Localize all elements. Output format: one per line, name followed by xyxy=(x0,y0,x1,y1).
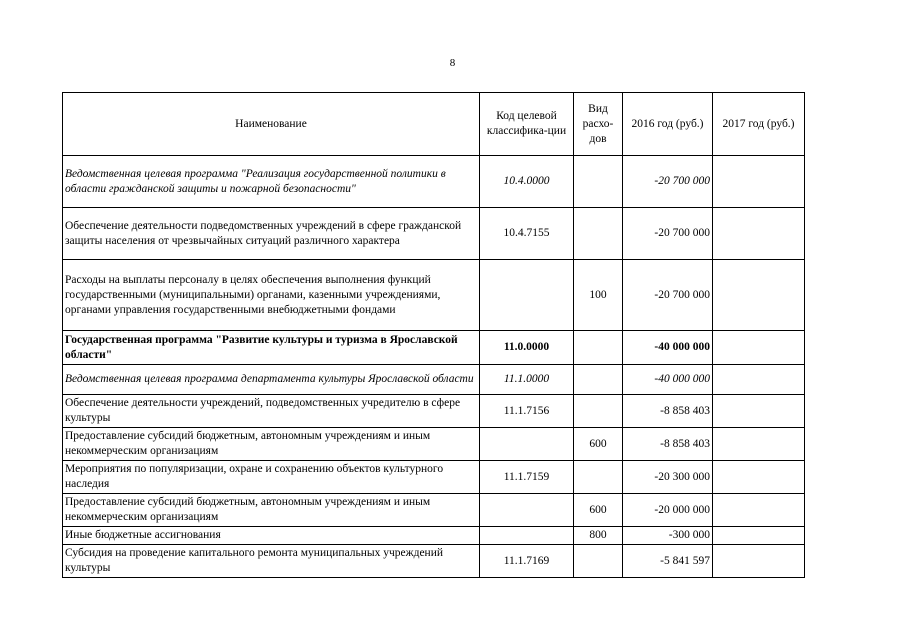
table-row xyxy=(63,260,805,331)
row-kind-cell xyxy=(574,156,623,208)
row-code-cell xyxy=(480,494,574,527)
row-kind-cell: 800 xyxy=(574,527,623,545)
page-number: 8 xyxy=(449,57,456,69)
row-code-cell: 11.0.0000 xyxy=(480,331,574,365)
row-name-cell: Субсидия на проведение капитального ремонта муниципальных учреждений культуры xyxy=(63,545,480,578)
row-code-cell xyxy=(480,527,574,545)
row-amount-2016-cell: -20 300 000 xyxy=(623,461,713,494)
row-amount-2017-cell xyxy=(713,260,805,331)
header-2016: 2016 год (руб.) xyxy=(623,93,713,156)
row-amount-2016-cell: -300 000 xyxy=(623,527,713,545)
row-amount-2016-cell: -20 700 000 xyxy=(623,260,713,331)
row-kind-cell: 600 xyxy=(574,494,623,527)
row-amount-2017-cell xyxy=(713,545,805,578)
header-row xyxy=(63,93,805,156)
row-kind-cell xyxy=(574,365,623,395)
row-amount-2016-cell: -20 700 000 xyxy=(623,156,713,208)
header-2017: 2017 год (руб.) xyxy=(713,93,805,156)
row-code-cell xyxy=(480,260,574,331)
row-kind-cell xyxy=(574,461,623,494)
row-amount-2017-cell xyxy=(713,527,805,545)
row-name-cell: Ведомственная целевая программа "Реализация государственной политики в области гражданской защиты и пожарной безопасности" xyxy=(63,156,480,208)
row-amount-2017-cell xyxy=(713,156,805,208)
row-kind-cell xyxy=(574,545,623,578)
row-name-cell: Обеспечение деятельности подведомственных учреждений в сфере гражданской защиты населения от чрезвычайных ситуаций различного характера xyxy=(63,208,480,260)
budget-table xyxy=(62,92,805,578)
row-amount-2017-cell xyxy=(713,365,805,395)
table-row xyxy=(63,208,805,260)
row-code-cell: 11.1.0000 xyxy=(480,365,574,395)
row-code-cell: 11.1.7169 xyxy=(480,545,574,578)
row-amount-2016-cell: -40 000 000 xyxy=(623,365,713,395)
table-row xyxy=(63,395,805,428)
row-name-cell: Мероприятия по популяризации, охране и сохранению объектов культурного наследия xyxy=(63,461,480,494)
row-name-cell: Расходы на выплаты персоналу в целях обеспечения выполнения функций государственными (муниципальными) органами, казенными учреждениями, органами управления государственными внебюджетными фондами xyxy=(63,260,480,331)
row-amount-2016-cell: -8 858 403 xyxy=(623,428,713,461)
row-amount-2016-cell: -20 000 000 xyxy=(623,494,713,527)
table-row xyxy=(63,428,805,461)
row-kind-cell: 100 xyxy=(574,260,623,331)
row-amount-2017-cell xyxy=(713,494,805,527)
row-amount-2017-cell xyxy=(713,428,805,461)
row-amount-2016-cell: -5 841 597 xyxy=(623,545,713,578)
row-name-cell: Ведомственная целевая программа департамента культуры Ярославской области xyxy=(63,365,480,395)
row-kind-cell: 600 xyxy=(574,428,623,461)
row-code-cell: 11.1.7156 xyxy=(480,395,574,428)
row-name-cell: Иные бюджетные ассигнования xyxy=(63,527,480,545)
header-kind: Вид расхо-дов xyxy=(574,93,623,156)
row-name-cell: Предоставление субсидий бюджетным, автономным учреждениям и иным некоммерческим организациям xyxy=(63,494,480,527)
row-amount-2016-cell: -20 700 000 xyxy=(623,208,713,260)
row-amount-2016-cell: -8 858 403 xyxy=(623,395,713,428)
row-amount-2017-cell xyxy=(713,208,805,260)
row-amount-2017-cell xyxy=(713,331,805,365)
row-amount-2017-cell xyxy=(713,461,805,494)
header-name: Наименование xyxy=(63,93,480,156)
table-row xyxy=(63,494,805,527)
row-kind-cell xyxy=(574,208,623,260)
row-kind-cell xyxy=(574,331,623,365)
table-row xyxy=(63,527,805,545)
row-amount-2016-cell: -40 000 000 xyxy=(623,331,713,365)
row-code-cell: 10.4.0000 xyxy=(480,156,574,208)
table-row xyxy=(63,461,805,494)
row-code-cell xyxy=(480,428,574,461)
row-kind-cell xyxy=(574,395,623,428)
table-row xyxy=(63,365,805,395)
table-row xyxy=(63,331,805,365)
table-body xyxy=(63,156,805,578)
row-code-cell: 10.4.7155 xyxy=(480,208,574,260)
row-name-cell: Обеспечение деятельности учреждений, подведомственных учредителю в сфере культуры xyxy=(63,395,480,428)
table-row xyxy=(63,545,805,578)
row-code-cell: 11.1.7159 xyxy=(480,461,574,494)
row-name-cell: Предоставление субсидий бюджетным, автономным учреждениям и иным некоммерческим организациям xyxy=(63,428,480,461)
header-code: Код целевой классифика-ции xyxy=(480,93,574,156)
row-amount-2017-cell xyxy=(713,395,805,428)
row-name-cell: Государственная программа "Развитие культуры и туризма в Ярославской области" xyxy=(63,331,480,365)
table-row xyxy=(63,156,805,208)
